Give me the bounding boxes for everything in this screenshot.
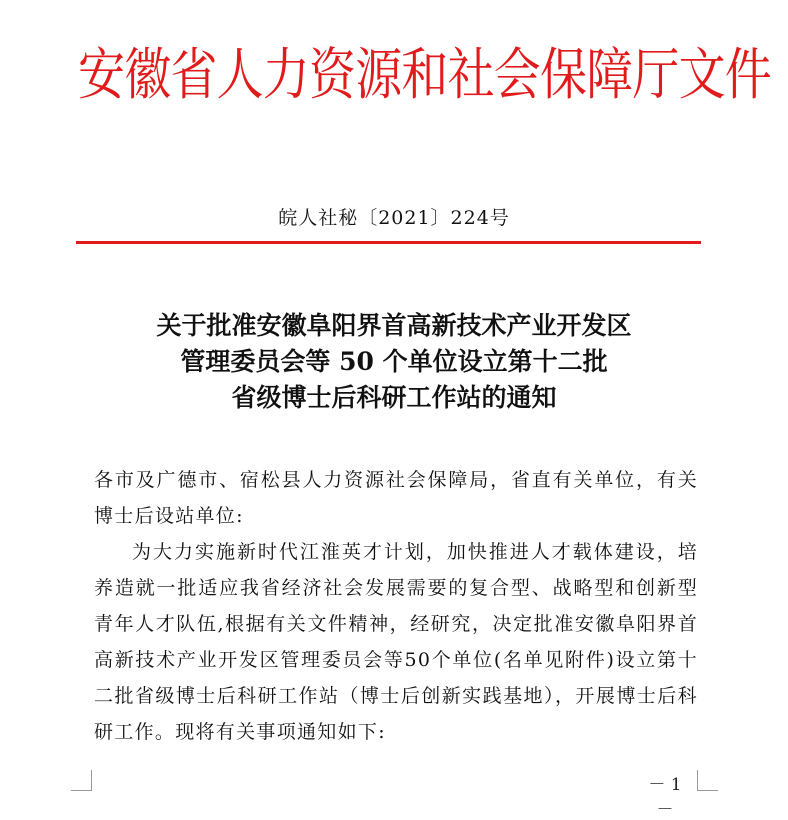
- page-corner-mark-right: [697, 770, 718, 791]
- document-header-title: 安徽省人力资源和社会保障厅文件: [78, 43, 771, 108]
- notice-title: [0, 308, 788, 416]
- red-divider-line: [76, 241, 701, 244]
- page-number: － 1 －: [648, 775, 682, 820]
- notice-body: [94, 462, 698, 750]
- notice-title-line-1: 关于批准安徽阜阳界首高新技术产业开发区: [156, 311, 632, 340]
- document-number: 皖人社秘〔2021〕224号: [278, 207, 510, 229]
- notice-title-line-2: 管理委员会等 50 个单位设立第十二批: [180, 347, 608, 376]
- notice-title-line-3: 省级博士后科研工作站的通知: [231, 383, 557, 412]
- body-paragraph: 为大力实施新时代江淮英才计划，加快推进人才载体建设，培养造就一批适应我省经济社会发展需要的复合型、战略型和创新型青年人才队伍,根据有关文件精神，经研究，决定批准安徽阜阳界首高新技术产业开发区管理委员会等50个单位(名单见附件)设立第十二批省级博士后科研工作站（博士后创新实践基地），开展博士后科研工作。现将有关事项通知如下:: [94, 541, 698, 743]
- page-corner-mark-left: [71, 770, 92, 791]
- salutation-paragraph: 各市及广德市、宿松县人力资源社会保障局，省直有关单位，有关博士后设站单位:: [94, 469, 698, 527]
